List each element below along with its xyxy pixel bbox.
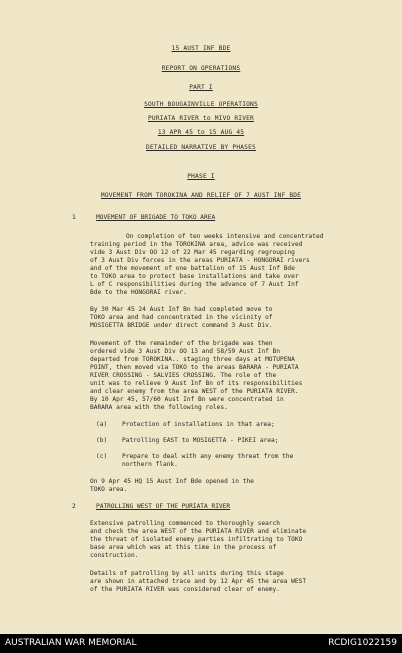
unit-title: 15 AUST INF BDE [171, 45, 231, 52]
narrative-title: DETAILED NARRATIVE BY PHASES [146, 144, 256, 151]
report-title: REPORT ON OPERATIONS [161, 65, 241, 72]
phase-title: PHASE I [187, 173, 215, 180]
paragraph: By 30 Mar 45 24 Aust Inf Bn had completed move to TOKO area and had concentrated in the vicinity of MOSIGETTA BRIDGE under direct command 3 Aust Div. [90, 306, 273, 329]
list-item: Protection of installations in that area; [122, 421, 275, 428]
part-title: PART I [189, 84, 213, 91]
operations-title: SOUTH BOUGAINVILLE OPERATIONS [144, 101, 258, 108]
paragraph: Movement of the remainder of the brigade was then ordered vide 3 Aust Div OO 13 and 58/59 Aust Inf Bn departed from TOROKINA.. staging three days at MOTUPENA POINT, then moved via TOKO to the areas BARARA - PURIATA RIVER CROSSING - SALVIES CROSSING. The role of the unit was to relieve 9 Aust Inf Bn of its responsibilities and clear enemy from the area WEST of the PURIATA RIVER. By 10 Apr 45, 57/60 Aust Inf Bn were concentrated in BARARA area with the following roles. [90, 340, 303, 411]
footer-source: AUSTRALIAN WAR MEMORIAL [5, 638, 137, 648]
paragraph: Extensive patrolling commenced to thoroughly search and check the area WEST of the PURIATA RIVER and eliminate the threat of isolated enemy parties infiltrating to TOKO base area which was at this time in the process of construction. [90, 520, 307, 559]
list-label: (a) [96, 421, 108, 428]
archive-footer [0, 634, 402, 653]
section-heading: PATROLLING WEST OF THE PURIATA RIVER [96, 503, 231, 510]
section-number: 1 [72, 214, 76, 221]
list-label: (b) [96, 437, 108, 444]
date-range-title: 13 APR 45 to 15 AUG 45 [157, 129, 245, 136]
footer-id: RCDIG1022159 [328, 638, 397, 648]
phase-subtitle: MOVEMENT FROM TOROKINA AND RELIEF OF 7 AUST INF BDE [100, 192, 302, 199]
paragraph: On completion of ten weeks intensive and concentrated training period in the TOROKINA area, advice was received vide 3 Aust Div OO 12 of 22 Mar 45 regarding regrouping of 3 Aust Div forces in the areas PURIATA - HONGORAI rivers and of the movement of one battalion of 15 Aust Inf Bde to TOKO area to protect base installations and take over L of C responsibilities during the advance of 7 Aust Inf Bde to the HONGORAI river. [90, 233, 324, 296]
paragraph: Details of patrolling by all units during this stage are shown in attached trace and by 12 Apr 45 the area WEST of the PURIATA RIVER was considered clear of enemy. [90, 570, 307, 593]
list-item: Prepare to deal with any enemy threat from the northern flank. [122, 453, 294, 468]
section-heading: MOVEMENT OF BRIGADE TO TOKO AREA [96, 214, 216, 221]
area-title: PURIATA RIVER to MIVO RIVER [148, 115, 254, 122]
section-number: 2 [72, 503, 76, 510]
list-item: Patrolling EAST to MOSIGETTA - PIKEI area; [122, 437, 279, 444]
list-label: (c) [96, 453, 108, 460]
closing-paragraph: On 9 Apr 45 HQ 15 Aust Inf Bde opened in the TOKO area. [90, 478, 254, 493]
